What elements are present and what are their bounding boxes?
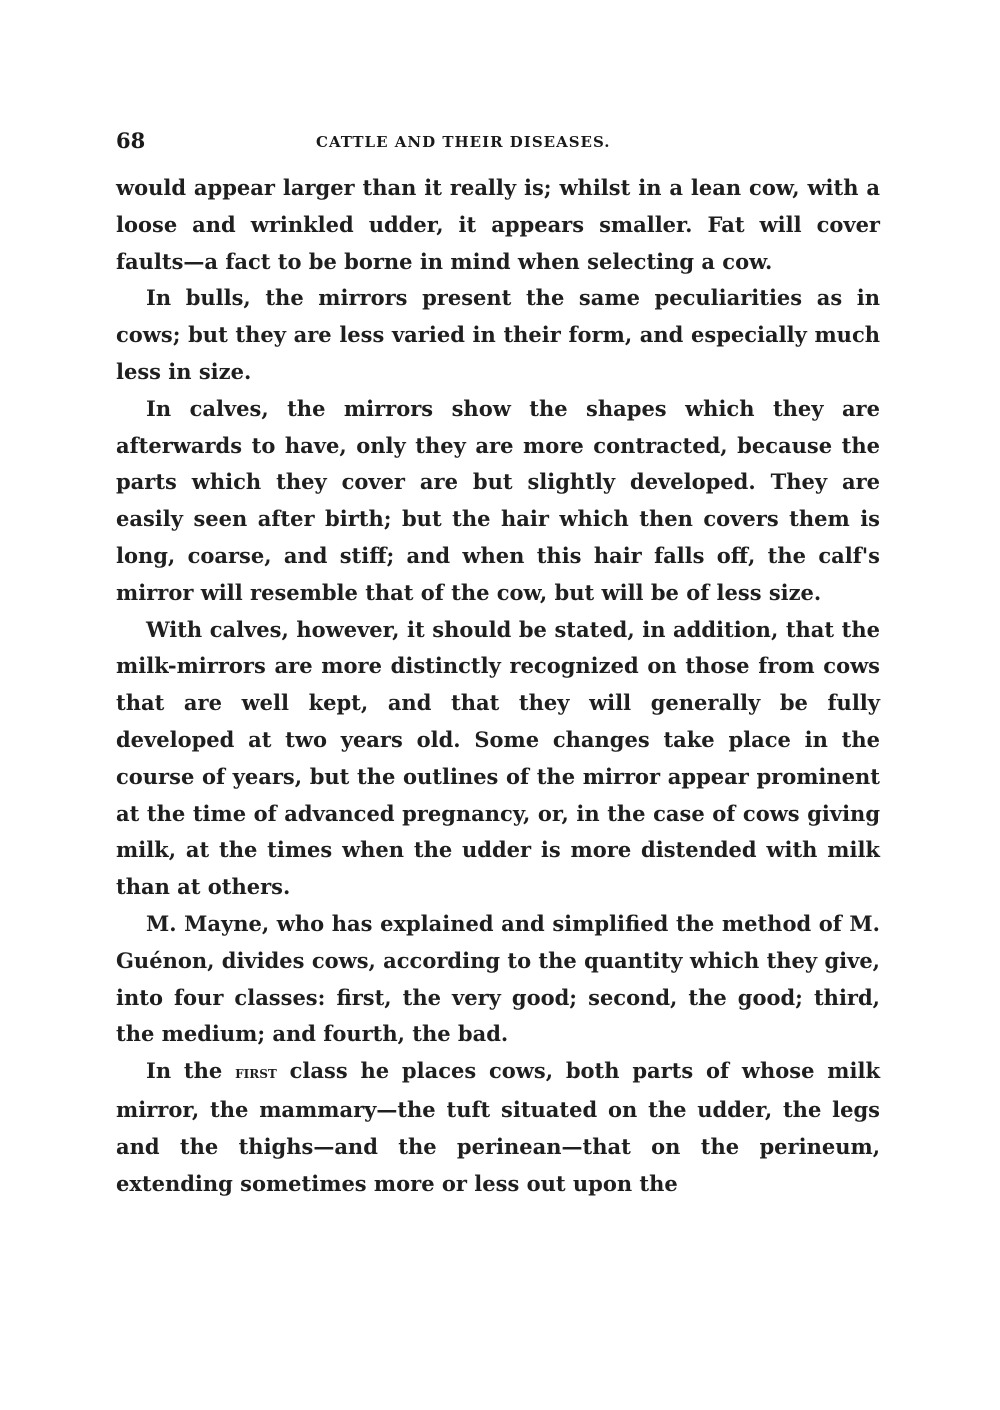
- paragraph-milk-mirrors: With calves, however, it should be stated, in addition, that the milk-mirrors are more distinctly recognized on those from cows that are well kept, and that they will generally be fully developed at two years old. Some changes take place in the course of years, but the outlines of the mirror appear prominent at the time of advanced pregnancy, or, in the case of cows giving milk, at the times when the udder is more distended with milk than at others.: [116, 616, 880, 900]
- page-header: [116, 128, 880, 156]
- page-number: 68: [116, 128, 146, 153]
- body-text: [116, 170, 880, 1202]
- paragraph-calves: In calves, the mirrors show the shapes which they are afterwards to have, only they are more contracted, because the parts which they cover are but slightly developed. They are easily seen after birth; but the hair which then covers them is long, coarse, and stiff; and when this hair falls off, the calf's mirror will resemble that of the cow, but will be of less size.: [116, 395, 880, 605]
- paragraph-bulls: In bulls, the mirrors present the same peculiarities as in cows; but they are less varied in their form, and especially much less in size.: [116, 285, 880, 384]
- paragraph-first-class: [116, 1053, 880, 1202]
- first-class-intro: In the: [146, 1058, 236, 1084]
- running-title: CATTLE AND THEIR DISEASES.: [316, 133, 611, 151]
- paragraph-continued: would appear larger than it really is; whilst in a lean cow, with a loose and wrinkled udder, it appears smaller. Fat will cover faults—a fact to be borne in mind when selecting a cow.: [116, 175, 880, 274]
- paragraph-mayne-classes: M. Mayne, who has explained and simplified the method of M. Guénon, divides cows, according to the quantity which they give, into four classes: first, the very good; second, the good; third, the medium; and fourth, the bad.: [116, 910, 880, 1047]
- first-class-description: class he places cows, both parts of whose milk mirror, the mammary—the tuft situated on the udder, the legs and the thighs—and the perinean—that on the perineum, extending sometimes more or less out upon the: [116, 1058, 881, 1196]
- first-small-caps: first: [235, 1063, 277, 1084]
